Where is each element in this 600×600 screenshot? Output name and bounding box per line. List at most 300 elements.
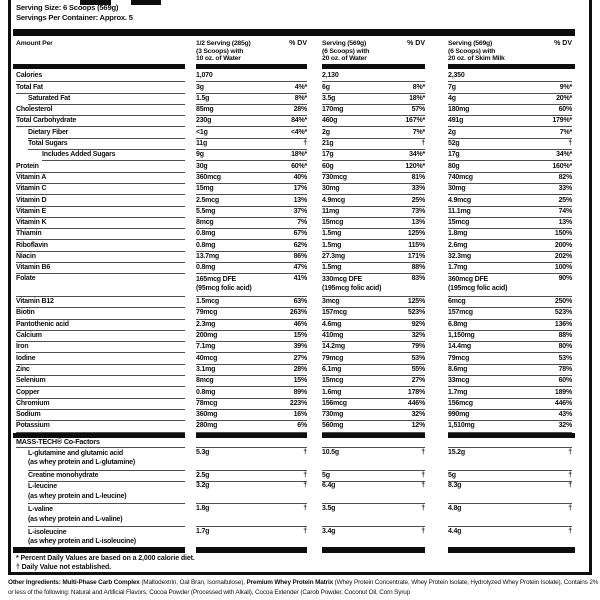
amount-value: 230g [196,117,212,125]
amount-value: 460g [322,117,338,125]
amount-value: 157mcg [448,309,473,317]
amount-value: 79mcg [196,309,218,317]
dv-value: 40% [293,173,307,181]
nutrient-row [0,207,600,218]
nutrient-row [0,252,600,263]
dv-value: 223% [289,399,307,407]
nutrient-rows [0,71,600,433]
amount-value: <1g [196,128,208,136]
nutrient-cell [322,410,425,421]
amount-value: 165mcg DFE (95mcg folic acid) [196,275,252,293]
amount-value: 3.5g [322,94,336,102]
amount-value: 79mcg [448,354,470,362]
nutrient-cell [448,482,572,505]
nutrient-cell [448,173,572,184]
dv-value: 6% [297,422,307,430]
nutrient-row [0,399,600,410]
row-label-text: Calories [16,72,43,80]
row-label-text: Cholesterol [16,106,53,114]
dv-value: 43% [558,411,572,419]
servings-per-container-text: Servings Per Container: Approx. 5 [16,13,133,22]
row-label [16,410,185,421]
amount-value: 1.5mcg [196,298,219,306]
dv-value: 67% [293,230,307,238]
divider-bar-header [13,64,185,69]
dv-value: 39% [293,343,307,351]
nutrient-row [0,274,600,297]
amount-value: 170mg [322,106,344,114]
nutrient-cell [448,218,572,229]
row-label-sub: (as whey protein and L-isoleucine) [28,538,136,546]
amount-value: 8.6mg [448,365,468,373]
row-label [16,105,185,116]
dv-value: † [568,504,572,512]
amount-value: 2,130 [322,72,339,80]
amount-value: 11g [196,140,208,148]
nutrient-cell [322,94,425,105]
dv-value: 15% [293,332,307,340]
dv-value: 63% [293,298,307,306]
amount-value: 5.3g [196,448,210,456]
nutrient-cell [322,308,425,319]
amount-value: 11mg [322,207,340,215]
amount-value: 3.5g [322,504,336,512]
nutrient-row [0,342,600,353]
amount-value: 15mcg [448,219,470,227]
cofactor-row [0,448,600,471]
row-label [28,482,185,505]
dv-value: 7%* [559,128,572,136]
dv-value: 125% [407,230,425,238]
dv-value: † [421,140,425,148]
nutrient-cell [448,240,572,251]
divider-bar-header [448,64,575,69]
dv-value: 263% [289,309,307,317]
amount-value: 1.5g [196,94,210,102]
amount-value: 8mcg [196,219,214,227]
nutrient-cell [448,82,572,93]
row-label [16,297,185,308]
nutrient-row [0,331,600,342]
nutrient-cell [448,161,572,172]
nutrient-row [0,240,600,251]
nutrient-cell [448,184,572,195]
nutrient-cell [322,252,425,263]
amount-value: 15mcg [322,219,344,227]
amount-value: 3.1mg [196,365,216,373]
nutrient-cell [322,218,425,229]
amount-value: 4.8g [448,504,462,512]
nutrient-cell [196,274,307,297]
amount-value: 80g [448,162,460,170]
dv-value: 202% [554,253,572,260]
nutrient-cell [448,297,572,308]
row-label [28,504,185,527]
nutrient-row [0,94,600,105]
empty-cell [196,438,307,448]
row-label [16,184,185,195]
nutrient-row [0,297,600,308]
amount-value: 1.5mg [322,241,342,249]
amount-value: 13.7mg [196,253,219,260]
amount-value: 30g [196,162,208,170]
dv-value: 41% [293,274,307,282]
dv-value: 18%* [291,151,307,159]
nutrient-cell [322,448,425,471]
dv-value: 89% [293,388,307,396]
dv-header-2: % DV [407,40,425,47]
dv-value: 82% [558,173,572,181]
nutrient-cell [448,399,572,410]
row-label [16,161,185,172]
nutrient-row [0,173,600,184]
amount-value: 2g [448,128,456,136]
dv-value: 37% [293,207,307,215]
nutrient-cell [196,161,307,172]
amount-value: 1.5mg [322,230,342,238]
column-header-half-serving: 1/2 Serving (285g) (3 Scoops) with 10 oz. of Water [196,40,251,62]
empty-cell [448,438,572,448]
nutrient-cell [322,207,425,218]
dv-value: † [568,482,572,490]
row-label-text: Vitamin K [16,219,47,227]
amount-value: 560mg [322,422,344,430]
nutrient-row [0,387,600,398]
nutrient-cell [196,331,307,342]
nutrient-cell [322,116,425,127]
nutrient-cell [448,127,572,138]
amount-value: 6g [322,83,330,91]
amount-value: 3mcg [322,298,340,306]
row-label-main: L-isoleucine [28,528,67,536]
row-label-text: Copper [16,388,40,396]
dv-value: 46% [293,320,307,328]
amount-value: 2.5g [196,471,210,479]
nutrient-cell [448,308,572,319]
row-label [16,263,185,274]
dv-value: † [303,504,307,512]
dv-value: 100% [554,264,572,272]
dv-value: 25% [558,196,572,204]
dv-value: 17% [293,185,307,193]
amount-value: 2.6mg [448,241,468,249]
dv-value: 28% [293,106,307,114]
amount-value: 9g [196,151,204,159]
dv-value: † [568,448,572,456]
row-label-text: Selenium [16,377,46,385]
nutrient-cell [196,482,307,505]
nutrient-row [0,71,600,82]
nutrient-cell [448,71,572,82]
row-label-text: Vitamin D [16,196,47,204]
nutrient-cell [196,218,307,229]
dv-value: † [303,448,307,456]
nutrient-cell [196,139,307,150]
dv-value: 15% [293,377,307,385]
nutrient-row [0,218,600,229]
dv-value: 12% [411,422,425,430]
amount-value: 40mcg [196,354,218,362]
empty-cell [322,438,425,448]
amount-value: 17g [322,151,334,159]
nutrient-cell [196,82,307,93]
amount-value: 30mg [448,185,466,193]
dv-value: 13% [293,196,307,204]
amount-value: 180mg [448,106,470,114]
nutrient-row [0,263,600,274]
nutrient-cell [196,353,307,364]
row-label-text: Iodine [16,354,36,362]
dv-value: 7%* [412,128,425,136]
dv-value: † [421,527,425,535]
row-label [16,218,185,229]
amount-value: 32.3mg [448,253,471,260]
nutrient-cell [448,105,572,116]
nutrient-cell [196,71,307,82]
row-label-text: Riboflavin [16,241,48,249]
row-label-text: Vitamin B6 [16,264,51,272]
nutrient-cell [196,173,307,184]
nutrient-cell [322,331,425,342]
amount-value: 8.3g [448,482,462,490]
row-label-text: Total Carbohydrate [16,117,77,125]
dv-value: <4%* [290,128,307,136]
column-header-serving-milk: Serving (569g) (6 Scoops) with 20 oz. of Skim Milk [448,40,505,62]
nutrient-cell [196,263,307,274]
nutrient-cell [322,504,425,527]
dv-value: † [568,140,572,148]
row-label-text: Pantothenic acid [16,320,69,328]
nutrient-cell [322,184,425,195]
nutrient-cell [322,173,425,184]
row-label-text: Calcium [16,332,42,340]
amount-value: 1.7mg [448,264,468,272]
row-label-main: L-leucine [28,483,57,491]
dv-value: 79% [411,343,425,351]
nutrient-cell [322,342,425,353]
row-label-text: Saturated Fat [28,94,71,102]
dv-value: 7% [297,219,307,227]
amount-value: 2g [322,128,330,136]
dv-header-1: % DV [289,40,307,47]
row-label-text: Niacin [16,253,36,260]
divider-bar-bottom [13,547,185,553]
nutrient-cell [322,127,425,138]
dv-value: 523% [407,309,425,317]
row-label-sub: (as whey protein and L-valine) [28,515,123,523]
nutrient-cell [322,353,425,364]
amount-value: 3.4g [322,527,336,535]
nutrient-cell [448,331,572,342]
amount-value: 5.5mg [196,207,216,215]
amount-value: 330mcg DFE (195mcg folic acid) [322,275,382,293]
row-label [16,387,185,398]
nutrient-cell [322,421,425,432]
amount-value: 0.8mg [196,264,216,272]
amount-value: 360mg [196,411,218,419]
dv-value: 8%* [412,83,425,91]
dv-value: 32% [411,332,425,340]
dv-value: 178% [407,388,425,396]
dv-value: 523% [554,309,572,317]
amount-value: 730mcg [322,173,347,181]
amount-value: 990mg [448,411,470,419]
amount-value: 30mg [322,185,340,193]
amount-value: 10.5g [322,448,339,456]
row-label-text: Vitamin E [16,207,46,215]
nutrient-cell [448,320,572,331]
row-label [28,94,185,105]
nutrient-cell [322,240,425,251]
amount-value: 360mcg DFE (195mcg folic acid) [448,275,508,293]
nutrient-cell [322,229,425,240]
row-label [16,116,185,127]
dv-value: 16% [293,411,307,419]
nutrient-cell [448,342,572,353]
amount-value: 6.1mg [322,365,342,373]
dv-value: 83% [411,274,425,282]
row-label [28,139,185,150]
row-label [16,229,185,240]
ingredient-segment: (Maltodextrin, Oat Bran, Isomaltulose), [141,579,247,586]
dv-value: 28% [293,365,307,373]
amount-value: 85mg [196,106,214,114]
amount-value: 491g [448,117,464,125]
dv-value: 125% [407,298,425,306]
divider-bar-header [196,64,307,69]
amount-value: 156mcg [322,399,347,407]
dv-value: 55% [411,365,425,373]
column-header-serving-water: Serving (569g) (6 Scoops) with 20 oz. of Water [322,40,370,62]
dv-value: 88% [411,264,425,272]
dv-value: † [421,482,425,490]
amount-value: 1.7mg [448,388,468,396]
nutrient-cell [322,195,425,206]
nutrient-cell [196,94,307,105]
amount-value: 5g [448,471,456,479]
dv-value: 446% [407,399,425,407]
nutrient-cell [196,252,307,263]
row-label [16,252,185,263]
row-label [16,173,185,184]
amount-value: 1.8g [196,504,210,512]
dv-value: † [421,448,425,456]
nutrient-cell [196,504,307,527]
row-label-text: Vitamin B12 [16,298,54,306]
dv-value: 74% [558,207,572,215]
nutrient-cell [196,184,307,195]
nutrient-cell [196,376,307,387]
row-label-text: Creatine monohydrate [28,471,99,479]
row-label-text: Folate [16,274,36,282]
dv-value: † [568,527,572,535]
nutrient-cell [322,365,425,376]
nutrient-cell [196,127,307,138]
amount-value: 14.2mg [322,343,345,351]
nutrient-cell [322,471,425,482]
nutrient-row [0,195,600,206]
nutrient-cell [448,116,572,127]
nutrient-cell [322,376,425,387]
row-label-text: Zinc [16,365,30,373]
dv-value: † [303,140,307,148]
nutrient-row [0,365,600,376]
cofactors-section [0,438,600,550]
amount-value: 0.8mg [196,241,216,249]
nutrient-cell [196,297,307,308]
dv-value: 27% [293,354,307,362]
amount-value: 4.4g [448,527,462,535]
row-label [16,376,185,387]
row-label [16,71,185,82]
dv-value: † [303,471,307,479]
dv-value: 81% [411,173,425,181]
amount-value: 360mcg [196,173,221,181]
nutrient-cell [322,387,425,398]
nutrient-cell [196,207,307,218]
dv-value: † [303,527,307,535]
nutrient-row [0,320,600,331]
row-label-text: Dietary Fiber [28,128,69,136]
nutrient-cell [196,229,307,240]
row-label-main: L-valine [28,505,53,513]
amount-value: 8mcg [196,377,214,385]
nutrient-cell [196,448,307,471]
row-label-sub: (as whey protein and L-glutamine) [28,459,135,467]
nutrient-cell [448,376,572,387]
amount-value: 730mg [322,411,344,419]
nutrient-cell [322,399,425,410]
nutrient-cell [322,263,425,274]
nutrient-row [0,410,600,421]
amount-value: 1,510mg [448,422,475,430]
amount-value: 7g [448,83,456,91]
dv-value: 4%* [294,83,307,91]
amount-value: 4.6mg [322,320,342,328]
amount-value: 280mg [196,422,218,430]
amount-value: 1.8mg [448,230,468,238]
nutrient-cell [322,274,425,297]
row-label [28,448,185,471]
amount-value: 4.9mcg [322,196,345,204]
nutrient-cell [322,297,425,308]
nutrient-cell [196,387,307,398]
row-label [28,471,185,482]
row-label [16,342,185,353]
row-label [16,308,185,319]
divider-bar-bottom [448,547,575,553]
nutrient-row [0,150,600,161]
row-label-text: Sodium [16,411,41,419]
divider-bar-bottom [196,547,307,553]
dv-value: 32% [558,422,572,430]
dv-value: 90% [558,274,572,282]
dv-value: 9%* [559,83,572,91]
dv-header-3: % DV [554,40,572,47]
row-label [16,240,185,251]
cofactor-row [0,471,600,482]
nutrient-cell [322,320,425,331]
row-label-main: L-glutamine and glutamic acid [28,449,123,457]
ingredient-segment: Premium Whey Protein Matrix [246,579,335,586]
nutrient-row [0,82,600,93]
nutrient-row [0,127,600,138]
amount-value: 15.2g [448,448,465,456]
nutrient-cell [196,471,307,482]
nutrient-cell [322,150,425,161]
nutrient-row [0,184,600,195]
dv-value: 78% [558,365,572,373]
